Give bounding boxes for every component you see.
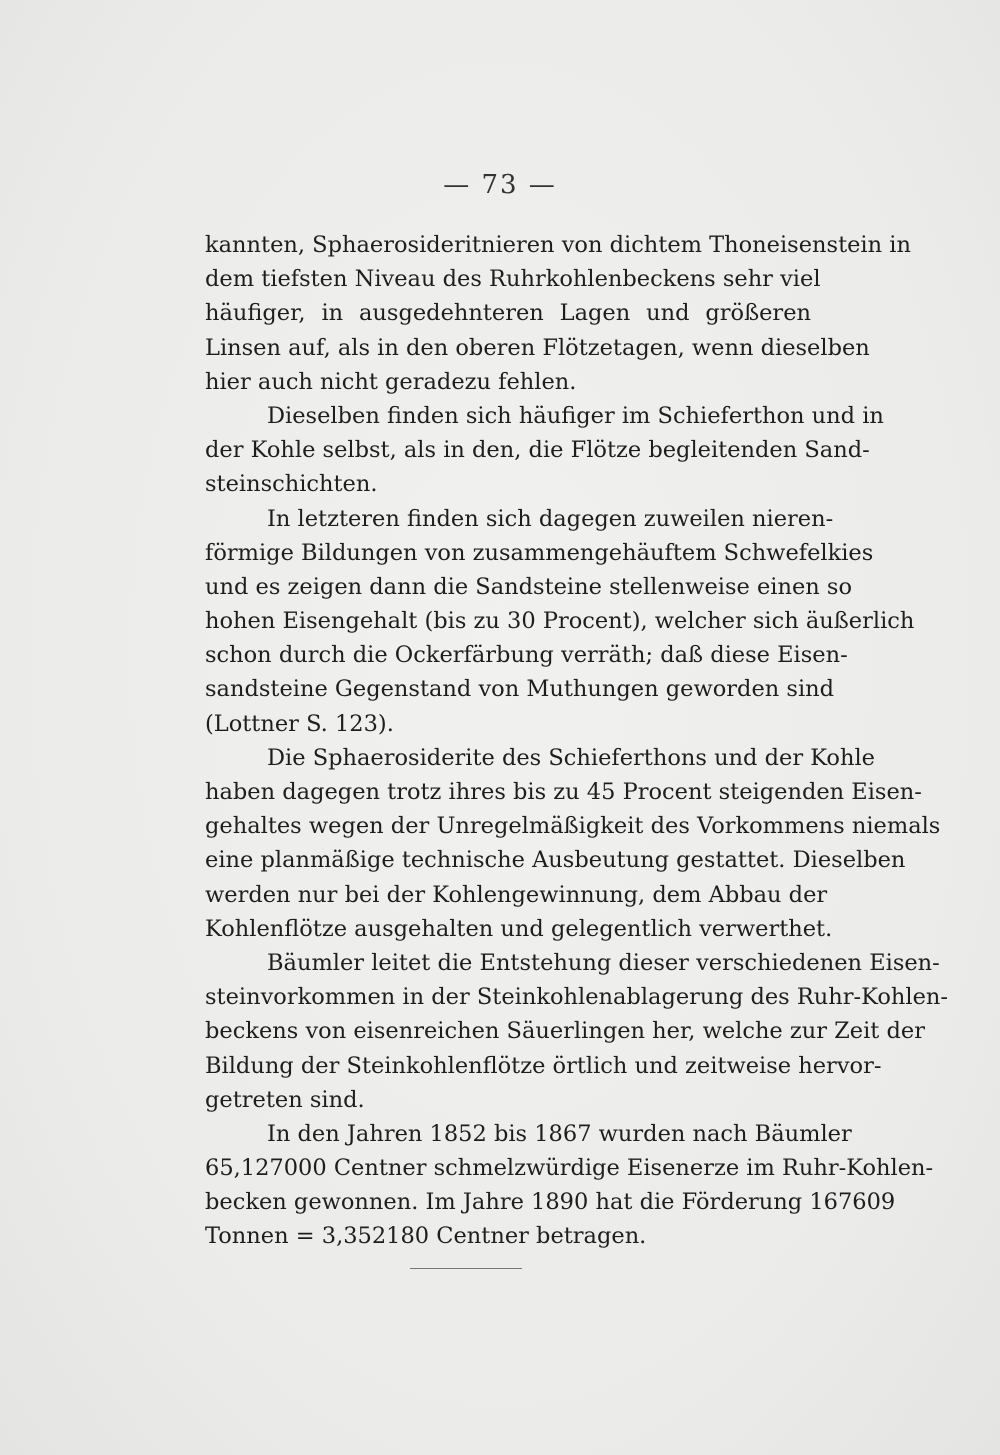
text-line: In letzteren finden sich dagegen zuweilen nieren- (267, 505, 834, 532)
text-line: sandsteine Gegenstand von Muthungen geworden sind (205, 676, 835, 703)
text-line: Bäumler leitet die Entstehung dieser verschiedenen Eisen- (267, 949, 940, 976)
text-line: der Kohle selbst, als in den, die Flötze begleitenden Sand- (205, 437, 870, 464)
text-line: steinvorkommen in der Steinkohlenablagerung des Ruhr-Kohlen- (205, 984, 948, 1011)
text-line: beckens von eisenreichen Säuerlingen her, welche zur Zeit der (205, 1018, 925, 1045)
text-line: dem tiefsten Niveau des Ruhrkohlenbeckens sehr viel (205, 266, 821, 293)
text-line: haben dagegen trotz ihres bis zu 45 Procent steigenden Eisen- (205, 779, 922, 805)
text-line: hohen Eisengehalt (bis zu 30 Procent), welcher sich äußerlich (205, 608, 915, 635)
text-line: und es zeigen dann die Sandsteine stellenweise einen so (205, 573, 853, 600)
text-line: hier auch nicht geradezu fehlen. (205, 368, 577, 395)
text-line: steinschichten. (205, 471, 378, 498)
page-number: — 73 — (443, 170, 557, 200)
text-line: werden nur bei der Kohlengewinnung, dem Abbau der (205, 881, 828, 908)
text-line: Bildung der Steinkohlenflötze örtlich und zeitweise hervor- (205, 1052, 882, 1079)
text-line: Linsen auf, als in den oberen Flötzetagen, wenn dieselben (205, 334, 870, 361)
text-line: Kohlenflötze ausgehalten und gelegentlich verwerthet. (205, 915, 833, 942)
text-line: kannten, Sphaerosideritnieren von dichtem Thoneisenstein in (205, 232, 911, 258)
text-line: gehaltes wegen der Unregelmäßigkeit des Vorkommens niemals (205, 813, 941, 840)
text-line: häufiger, in ausgedehnteren Lagen und größeren (205, 300, 811, 327)
text-line: getreten sind. (205, 1086, 365, 1113)
text-line: In den Jahren 1852 bis 1867 wurden nach Bäumler (267, 1120, 852, 1147)
text-line: (Lottner S. 123). (205, 710, 394, 737)
text-line: schon durch die Ockerfärbung verräth; daß diese Eisen- (205, 642, 848, 669)
text-line: Tonnen = 3,352180 Centner betragen. (205, 1223, 647, 1250)
text-line: Dieselben finden sich häufiger im Schieferthon und in (267, 402, 884, 429)
text-line: eine planmäßige technische Ausbeutung gestattet. Dieselben (205, 847, 906, 874)
body-text (205, 228, 948, 1254)
text-line: förmige Bildungen von zusammengehäuftem Schwefelkies (205, 539, 874, 566)
end-rule (410, 1268, 522, 1269)
text-line: Die Sphaerosiderite des Schieferthons und der Kohle (267, 744, 875, 771)
text-line: becken gewonnen. Im Jahre 1890 hat die Förderung 167609 (205, 1189, 896, 1216)
text-line: 65,127000 Centner schmelzwürdige Eisenerze im Ruhr-Kohlen- (205, 1155, 934, 1182)
